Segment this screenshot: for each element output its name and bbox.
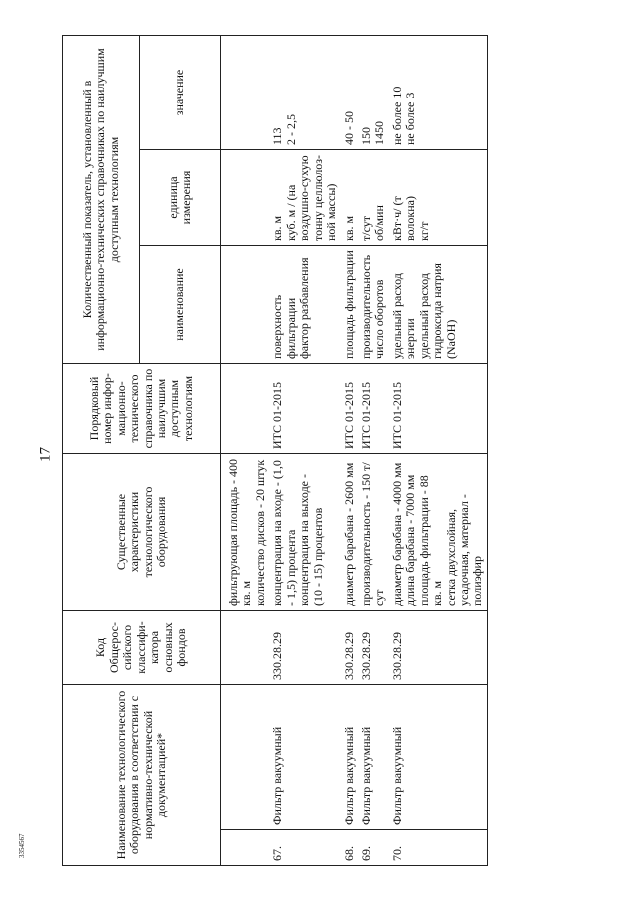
indicator-value-cell [269,36,340,150]
itc-number: ИТС 01-2015 [358,364,389,454]
indicator-name-cell [341,246,358,364]
equipment-name: Фильтр вакуумный [358,685,389,830]
characteristic-line: производительность - 150 т/сут [358,462,387,606]
indicator-unit: кг/т [416,221,431,241]
indicator-unit-cell [269,150,340,246]
itc-number: ИТС 01-2015 [269,364,340,454]
itc-number: ИТС 01-2015 [389,364,488,454]
indicator-unit: кв. м [270,215,285,241]
indicator-unit-cell [221,150,270,246]
okof-code: 330.28.29 [341,611,358,685]
indicator-name: число оборотов [372,279,387,359]
characteristics-cell [269,454,340,611]
table-row [389,36,488,866]
indicator-unit: кВт·ч/ (т волокна) [389,196,418,241]
characteristic-line: диаметр барабана - 4000 мм [389,462,404,606]
indicator-unit: т/сут [358,216,373,241]
rotated-table-container [62,36,598,866]
characteristics-cell [358,454,389,611]
indicator-value-cell [221,36,270,150]
itc-number: ИТС 01-2015 [341,364,358,454]
okof-code [221,611,270,685]
table-row [221,36,270,866]
indicator-value: 40 - 50 [341,111,356,145]
header-itc-number: Порядковый номер инфор-мационно-технического справочника по наилучшим доступным технологиям [63,364,221,454]
table-row [358,36,389,866]
characteristic-line: концентрация на выходе - (10 - 15) процентов [297,474,325,606]
indicator-unit-cell [358,150,389,246]
equipment-name: Фильтр вакуумный [341,685,358,830]
document-code: 3354567 [18,833,26,858]
row-number: 67. [269,830,340,866]
indicator-name-cell [389,246,488,364]
indicator-value: 113 [270,127,285,145]
indicator-name: производительность [358,254,373,359]
indicator-name-cell [221,246,270,364]
indicator-name: удельный расход энергии [389,273,418,359]
row-number [221,830,270,866]
indicator-unit-cell [389,150,488,246]
equipment-table [62,35,488,866]
header-okof-code: Код Общерос-сийского классифи-катора основных фондов [63,611,221,685]
characteristic-line: концентрация на входе - (1,0 - 1,5) процента [270,460,298,606]
indicator-value: 150 [358,127,373,145]
indicator-value: не более 10 [389,86,404,145]
indicator-unit: куб. м / (на воздушно-сухую тонну целлюлоз-ной массы) [283,154,339,241]
indicator-unit-cell [341,150,358,246]
header-indicator-value: значение [140,36,221,150]
indicator-value-cell [341,36,358,150]
indicator-name: удельный расход гидроксида натрия (NaOH) [416,263,458,359]
okof-code: 330.28.29 [389,611,488,685]
equipment-name [221,685,270,830]
indicator-name-cell [269,246,340,364]
okof-code: 330.28.29 [358,611,389,685]
row-number: 69. [358,830,389,866]
row-number: 68. [341,830,358,866]
characteristic-line: диаметр барабана - 2600 мм [341,462,356,606]
indicator-value: 2 - 2,5 [283,114,298,145]
page-number: 17 [37,447,54,462]
indicator-unit: кв. м [341,215,356,241]
characteristics-cell [221,454,270,611]
characteristic-line: сетка двухслойная, усадочная, материал - полиэфир [443,494,485,606]
indicator-name: фактор разбавления [297,257,312,359]
okof-code: 330.28.29 [269,611,340,685]
indicator-value: 1450 [372,121,387,145]
itc-number [221,364,270,454]
indicator-value-cell [389,36,488,150]
header-equipment-name: Наименование технологического оборудования в соответствии с нормативно-технической документацией* [63,685,221,866]
characteristics-cell [389,454,488,611]
table-row [341,36,358,866]
equipment-name: Фильтр вакуумный [389,685,488,830]
indicator-unit: об/мин [372,205,387,241]
indicator-value: не более 3 [403,92,418,145]
row-number: 70. [389,830,488,866]
indicator-name: площадь фильтрации [341,250,356,359]
indicator-value-cell [358,36,389,150]
characteristic-line: количество дисков - 20 штук [252,459,267,606]
header-indicator-group: Количественный показатель, установленный в информационно-технических справочниках по наилучшим доступным технологиям [63,36,140,364]
header-indicator-unit: единица измерения [140,150,221,246]
equipment-name: Фильтр вакуумный [269,685,340,830]
characteristic-line: длина барабана - 7000 мм [403,474,418,606]
indicator-name-cell [358,246,389,364]
table-row [269,36,340,866]
characteristics-cell [341,454,358,611]
header-indicator-name: наименование [140,246,221,364]
indicator-name: поверхность фильтрации [270,294,298,359]
characteristic-line: фильтрующая площадь - 400 кв. м [226,458,254,606]
characteristic-line: площадь фильтрации - 88 кв. м [416,475,445,606]
header-characteristics: Существенные характеристики технологического оборудования [63,454,221,611]
